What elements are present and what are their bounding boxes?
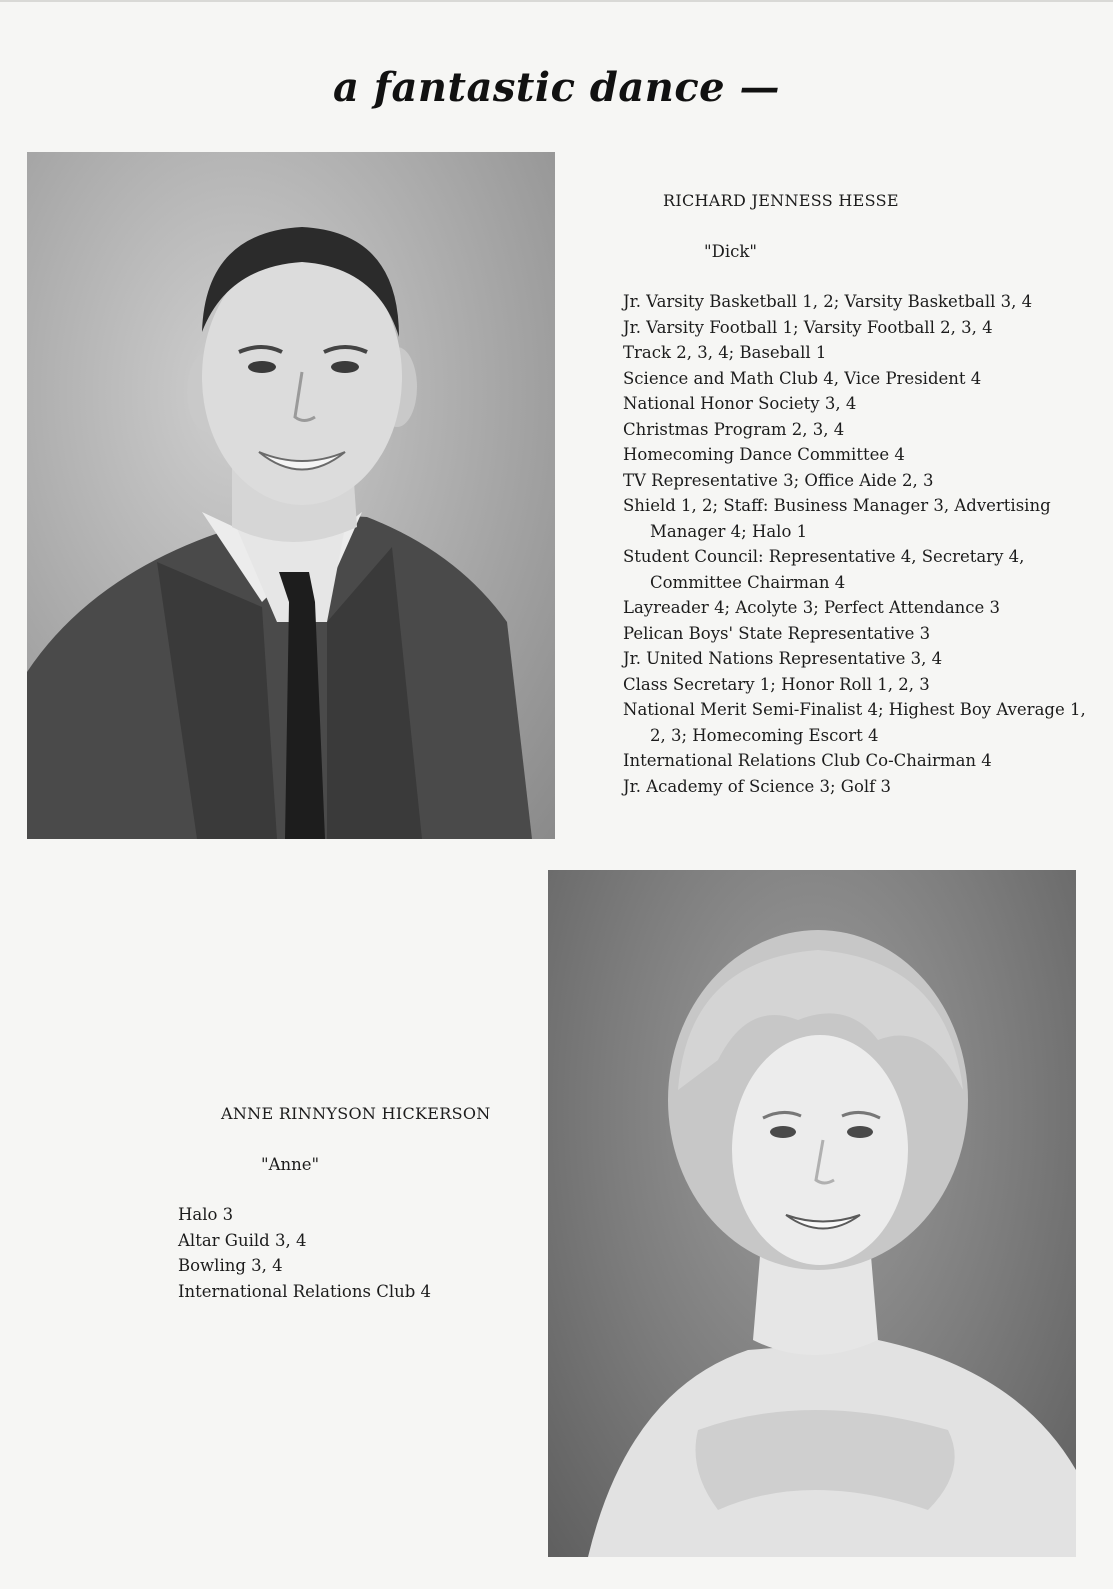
activities-list-hesse <box>623 289 1093 799</box>
activity-item: Bowling 3, 4 <box>178 1256 283 1275</box>
activity-item: Pelican Boys' State Representative 3 <box>623 623 931 643</box>
page-title: a fantastic dance — <box>332 64 781 111</box>
page-top-edge <box>0 0 1113 2</box>
activity-item: Christmas Program 2, 3, 4 <box>623 419 845 439</box>
activities-list-hickerson <box>178 1202 508 1304</box>
activity-item: TV Representative 3; Office Aide 2, 3 <box>623 470 934 490</box>
portrait-illustration-hickerson <box>548 870 1076 1557</box>
activity-item: National Honor Society 3, 4 <box>623 394 857 413</box>
activity-item: Jr. Varsity Football 1; Varsity Football 2, 3, 4 <box>623 317 993 337</box>
activity-item: Student Council: Representative 4, Secretary 4, Committee Chairman 4 <box>623 547 1025 592</box>
portrait-photo-hickerson <box>548 870 1076 1557</box>
activity-item: Altar Guild 3, 4 <box>178 1230 307 1250</box>
portrait-illustration-hesse <box>27 152 555 839</box>
activity-item: National Merit Semi-Finalist 4; Highest Boy Average 1, 2, 3; Homecoming Escort 4 <box>623 700 1086 745</box>
activity-item: Class Secretary 1; Honor Roll 1, 2, 3 <box>623 674 930 694</box>
activity-item: International Relations Club 4 <box>178 1281 432 1301</box>
activity-item: Track 2, 3, 4; Baseball 1 <box>623 343 827 362</box>
student-name-hickerson: ANNE RINNYSON HICKERSON <box>221 1104 491 1123</box>
activity-item: Jr. Varsity Basketball 1, 2; Varsity Basketball 3, 4 <box>623 292 1033 311</box>
activity-item: Jr. Academy of Science 3; Golf 3 <box>623 776 892 796</box>
activity-item: Shield 1, 2; Staff: Business Manager 3, Advertising Manager 4; Halo 1 <box>623 496 1051 541</box>
student-name-hesse: RICHARD JENNESS HESSE <box>663 191 899 210</box>
activity-item: Layreader 4; Acolyte 3; Perfect Attendance 3 <box>623 598 1001 617</box>
student-nickname-hesse: "Dick" <box>704 242 757 261</box>
activity-item: International Relations Club Co-Chairman 4 <box>623 751 992 770</box>
activity-item: Jr. United Nations Representative 3, 4 <box>623 649 943 668</box>
student-nickname-hickerson: "Anne" <box>261 1155 320 1174</box>
activity-item: Homecoming Dance Committee 4 <box>623 445 905 464</box>
portrait-photo-hesse <box>27 152 555 839</box>
activity-item: Halo 3 <box>178 1205 234 1224</box>
activity-item: Science and Math Club 4, Vice President 4 <box>623 368 982 388</box>
